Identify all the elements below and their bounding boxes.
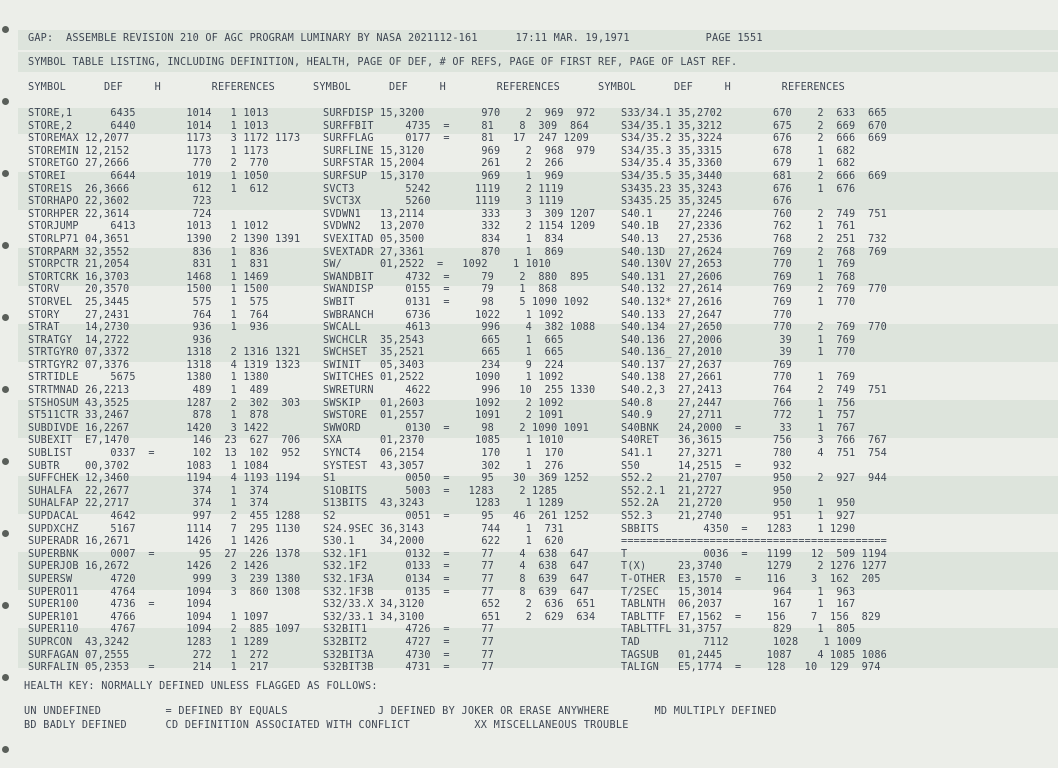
symbol-entry: S1 0050 = 95 30 369 1252: [323, 473, 596, 485]
tractor-hole: [2, 530, 9, 537]
symbol-entry: STRTGYR0 07,3372 1318 2 1316 1321: [28, 347, 320, 359]
symbol-entry: S34/35.4 35,3360 679 1 682: [621, 158, 856, 170]
symbol-entry: TAD 7112 1028 1 1009: [621, 636, 862, 648]
symbol-entry: STRTGYR2 07,3376 1318 4 1319 1323: [28, 359, 320, 371]
symbol-entry: TABLNTH 06,2037 167 1 167: [621, 599, 856, 611]
symbol-entry: SUPERJOB 16,2672 1426 2 1426: [28, 561, 320, 573]
symbol-entry: STORE,1 6435 1014 1 1013: [28, 108, 320, 119]
symbol-entry: SBBITS 4350 = 1283 1 1290: [621, 523, 856, 535]
symbol-entry: SURFDISP 15,3200 970 2 969 972: [323, 108, 602, 119]
tractor-hole: [2, 314, 9, 321]
symbol-entry: SUPERADR 16,2671 1426 1 1426: [28, 536, 320, 548]
symbol-entry: STSHOSUM 43,3525 1287 2 302 303: [28, 397, 320, 409]
symbol-entry: SXA 01,2370 1085 1 1010: [323, 435, 602, 447]
symbol-entry: S1OBITS 5003 = 1283 2 1285: [323, 485, 596, 497]
symbol-entry: S32.1F3B 0135 = 77 8 639 647: [323, 586, 596, 598]
symbol-entry: SUBTR 00,3702 1083 1 1084: [28, 460, 320, 472]
symbol-entry: S34/35.2 35,3224 676 2 666 669: [621, 133, 888, 145]
symbol-entry: SVEXITAD 05,3500 834 1 834: [323, 233, 602, 245]
symbol-entry: STRATGY 14,2722 936: [28, 334, 320, 346]
symbol-entry: T(X) 23,3740 1279 2 1276 1277: [621, 561, 888, 573]
symbol-entry: S32.1F2 0133 = 77 4 638 647: [323, 561, 596, 573]
symbol-entry: SVDWN1 13,2114 333 3 309 1207: [323, 208, 602, 220]
symbol-entry: SURFFLAG 0177 = 81 17 247 1209: [323, 133, 596, 145]
tractor-hole: [2, 98, 9, 105]
symbol-entry: S24.9SEC 36,3143 744 1 731: [323, 523, 602, 535]
tractor-hole: [2, 170, 9, 177]
symbol-entry: SURFSTAR 15,2004 261 2 266: [323, 158, 602, 170]
symbol-entry: T/2SEC 15,3014 964 1 963: [621, 586, 856, 598]
symbol-entry: SUHALFA 22,2677 374 1 374: [28, 485, 320, 497]
symbol-entry: S2 0051 = 95 46 261 1252: [323, 511, 596, 522]
symbol-entry: S40BNK 24,2000 = 33 1 767: [621, 422, 856, 434]
symbol-entry: SWCHSET 35,2521 665 1 665: [323, 347, 602, 359]
symbol-entry: S32/33.1 34,3100 651 2 629 634: [323, 611, 602, 623]
symbol-entry: SURFSUP 15,3170 969 1 969: [323, 170, 602, 182]
symbol-entry: S32.1F1 0132 = 77 4 638 647: [323, 548, 596, 560]
symbol-entry: S40.1 27,2246 760 2 749 751: [621, 208, 888, 220]
symbol-entry: STORPARM 32,3552 836 1 836: [28, 246, 320, 258]
symbol-entry: STRTIDLE 5675 1380 1 1380: [28, 372, 320, 384]
symbol-entry: SUPDXCHZ 5167 1114 7 295 1130: [28, 523, 320, 535]
symbol-entry: SWBIT 0131 = 98 5 1090 1092: [323, 296, 596, 308]
symbol-entry: S40.137 27,2637 769: [621, 359, 793, 371]
tractor-hole: [2, 746, 9, 753]
symbol-entry: S52.2A 21,2720 950 1 950: [621, 498, 856, 510]
symbol-entry: SUPERBNK 0007 = 95 27 226 1378: [28, 548, 320, 560]
symbol-entry: SUPDACAL 4642 997 2 455 1288: [28, 511, 320, 522]
symbol-entry: S32.1F3A 0134 = 77 8 639 647: [323, 573, 596, 585]
symbol-entry: SVCT3X 5260 1119 3 1119: [323, 196, 602, 208]
symbol-entry: S40RET 36,3615 756 3 766 767: [621, 435, 888, 447]
symbol-entry: T-OTHER E3,1570 = 116 3 162 205: [621, 573, 881, 585]
symbol-entry: SWANDBIT 4732 = 79 2 880 895: [323, 271, 596, 283]
tractor-hole: [2, 242, 9, 249]
symbol-entry: SW/ 01,2522 = 1092 1 1010: [323, 259, 590, 271]
symbol-entry: S52.2 21,2707 950 2 927 944: [621, 473, 888, 485]
symbol-entry: S34/35.1 35,3212 675 2 669 670: [621, 120, 888, 132]
symbol-entry: S40.13D 27,2624 769 2 768 769: [621, 246, 888, 258]
symbol-entry: S32/33.X 34,3120 652 2 636 651: [323, 599, 602, 611]
health-key-line-2: BD BADLY DEFINED CD DEFINITION ASSOCIATED WITH CONFLICT XX MISCELLANEOUS TROUBLE: [24, 720, 629, 731]
symbol-entry: SWCALL 4613 996 4 382 1088: [323, 322, 602, 334]
symbol-entry: S34/35.3 35,3315 678 1 682: [621, 145, 856, 157]
symbol-entry: SUPER100 4736 = 1094: [28, 599, 320, 611]
tractor-hole: [2, 386, 9, 393]
symbol-entry: STORTCRK 16,3703 1468 1 1469: [28, 271, 320, 283]
tractor-hole: [2, 26, 9, 33]
symbol-entry: SVDWN2 13,2070 332 2 1154 1209: [323, 221, 602, 233]
symbol-entry: S52.2.1 21,2727 950: [621, 485, 793, 497]
symbol-entry: S52.3 21,2740 951 1 927: [621, 511, 856, 522]
symbol-entry: S33/34.1 35,2702 670 2 633 665: [621, 108, 888, 119]
symbol-entry: STORETGO 27,2666 770 2 770: [28, 158, 320, 170]
symbol-entry: S40.1B 27,2336 762 1 761: [621, 221, 856, 233]
symbol-entry: STORHPER 22,3614 724: [28, 208, 320, 220]
page-title-line: GAP: ASSEMBLE REVISION 210 OF AGC PROGRAM LUMINARY BY NASA 2021112-161 17:11 MAR. 19,1971 PAGE 1551: [28, 33, 763, 44]
symbol-entry: STORVEL 25,3445 575 1 575: [28, 296, 320, 308]
symbol-entry: SUBLIST 0337 = 102 13 102 952: [28, 448, 320, 460]
symbol-entry: SVCT3 5242 1119 2 1119: [323, 183, 602, 195]
symbol-entry: S40.13 27,2536 768 2 251 732: [621, 233, 888, 245]
symbol-entry: S40.9 27,2711 772 1 757: [621, 410, 856, 422]
symbol-entry: S40.2,3 27,2413 764 2 749 751: [621, 385, 888, 397]
symbol-entry: SUBEXIT E7,1470 146 23 627 706: [28, 435, 320, 447]
health-key-line-1: UN UNDEFINED = DEFINED BY EQUALS J DEFINED BY JOKER OR ERASE ANYWHERE MD MULTIPLY DEFINED: [24, 706, 777, 717]
symbol-entry: SWSKIP 01,2603 1092 2 1092: [323, 397, 602, 409]
symbol-entry: SYSTEST 43,3057 302 1 276: [323, 460, 602, 472]
symbol-entry: STOREI 6644 1019 1 1050: [28, 170, 320, 182]
symbol-entry: SWRETURN 4622 996 10 255 1330: [323, 385, 602, 397]
symbol-entry: S32BIT2 4727 = 77: [323, 636, 602, 648]
symbol-entry: S40.8 27,2447 766 1 756: [621, 397, 856, 409]
symbol-entry: SURFAGAN 07,2555 272 1 272: [28, 649, 320, 661]
symbol-entry: S3435.25 35,3245 676: [621, 196, 793, 208]
symbol-entry: STORHAPO 22,3602 723: [28, 196, 320, 208]
symbol-entry: S34/35.5 35,3440 681 2 666 669: [621, 170, 888, 182]
symbol-entry: SURFLINE 15,3120 969 2 968 979: [323, 145, 602, 157]
symbol-entry: ST511CTR 33,2467 878 1 878: [28, 410, 320, 422]
symbol-entry: S32BIT3A 4730 = 77: [323, 649, 602, 661]
symbol-entry: SWITCHES 01,2522 1090 1 1092: [323, 372, 602, 384]
symbol-entry: ==========================================: [621, 536, 888, 548]
symbol-entry: SVEXTADR 27,3361 870 1 869: [323, 246, 602, 258]
symbol-entry: STORPCTR 21,2054 831 1 831: [28, 259, 320, 271]
symbol-entry: STORE,2 6440 1014 1 1013: [28, 120, 320, 132]
symbol-entry: STOREMIN 12,2152 1173 1 1173: [28, 145, 320, 157]
symbol-entry: SWINIT 05,3403 234 9 224: [323, 359, 602, 371]
symbol-entry: SUPER101 4766 1094 1 1097: [28, 611, 320, 623]
symbol-entry: S32BIT1 4726 = 77: [323, 624, 602, 636]
symbol-entry: STRTMNAD 26,2213 489 1 489: [28, 385, 320, 397]
symbol-entry: SURFFBIT 4735 = 81 8 309 864: [323, 120, 596, 132]
tractor-hole: [2, 674, 9, 681]
symbol-entry: SWCHCLR 35,2543 665 1 665: [323, 334, 602, 346]
symbol-entry: S40.138 27,2661 770 1 769: [621, 372, 856, 384]
symbol-entry: SUPER110 4767 1094 2 885 1097: [28, 624, 320, 636]
symbol-entry: S41.1 27,3271 780 4 751 754: [621, 448, 888, 460]
page-subtitle-line: SYMBOL TABLE LISTING, INCLUDING DEFINITION, HEALTH, PAGE OF DEF, # OF REFS, PAGE OF FIRST REF, PAGE OF LAST REF.: [28, 57, 738, 68]
symbol-entry: STOREMAX 12,2077 1173 3 1172 1173: [28, 133, 320, 145]
symbol-entry: S30.1 34,2000 622 1 620: [323, 536, 602, 548]
symbol-entry: S40.132 27,2614 769 2 769 770: [621, 284, 888, 296]
symbol-entry: S40.133 27,2647 770: [621, 309, 793, 321]
symbol-entry: TALIGN E5,1774 = 128 10 129 974: [621, 662, 881, 674]
symbol-entry: TABLTTF E7,1562 = 156 7 156 829: [621, 611, 881, 623]
tractor-hole: [2, 602, 9, 609]
symbol-entry: STRAT 14,2730 936 1 936: [28, 322, 320, 334]
symbol-entry: SWBRANCH 6736 1022 1 1092: [323, 309, 602, 321]
symbol-entry: SWANDISP 0155 = 79 1 868: [323, 284, 596, 296]
symbol-entry: SUPERO11 4764 1094 3 860 1308: [28, 586, 320, 598]
symbol-entry: SWSTORE 01,2557 1091 2 1091: [323, 410, 602, 422]
symbol-entry: S40.130V 27,2653 770 1 769: [621, 259, 856, 271]
symbol-entry: SUBDIVDE 16,2267 1420 3 1422: [28, 422, 320, 434]
symbol-entry: T 0036 = 1199 12 509 1194: [621, 548, 888, 560]
column-header-line: SYMBOL DEF H REFERENCES SYMBOL DEF H REFERENCES SYMBOL DEF H REFERENCES: [28, 82, 846, 93]
symbol-entry: STORV 20,3570 1500 1 1500: [28, 284, 320, 296]
symbol-entry: S40.136 27,2006 39 1 769: [621, 334, 856, 346]
symbol-entry: S40.134 27,2650 770 2 769 770: [621, 322, 888, 334]
symbol-entry: STORE1S 26,3666 612 1 612: [28, 183, 320, 195]
symbol-entry: SYNCT4 06,2154 170 1 170: [323, 448, 602, 460]
symbol-entry: STORLP71 04,3651 1390 2 1390 1391: [28, 233, 320, 245]
symbol-entry: SURFALIN 05,2353 = 214 1 217: [28, 662, 320, 674]
symbol-entry: STORJUMP 6413 1013 1 1012: [28, 221, 320, 233]
symbol-entry: S40.131 27,2606 769 1 768: [621, 271, 856, 283]
symbol-entry: S13BITS 43,3243 1283 1 1289: [323, 498, 602, 510]
health-key-title: HEALTH KEY: NORMALLY DEFINED UNLESS FLAGGED AS FOLLOWS:: [24, 681, 378, 692]
symbol-entry: SUPRCON 43,3242 1283 1 1289: [28, 636, 320, 648]
symbol-entry: S50 14,2515 = 932: [621, 460, 793, 472]
symbol-entry: STORY 27,2431 764 1 764: [28, 309, 320, 321]
symbol-entry: TABLTTFL 31,3757 829 1 805: [621, 624, 856, 636]
symbol-entry: SUFFCHEK 12,3460 1194 4 1193 1194: [28, 473, 320, 485]
symbol-entry: SWWORD 0130 = 98 2 1090 1091: [323, 422, 596, 434]
symbol-entry: S40.132* 27,2616 769 1 770: [621, 296, 856, 308]
symbol-entry: S40.136_ 27,2010 39 1 770: [621, 347, 856, 359]
tractor-hole: [2, 458, 9, 465]
symbol-entry: S3435.23 35,3243 676 1 676: [621, 183, 856, 195]
symbol-entry: S32BIT3B 4731 = 77: [323, 662, 602, 674]
symbol-entry: SUHALFAP 22,2717 374 1 374: [28, 498, 320, 510]
symbol-entry: SUPERSW 4720 999 3 239 1380: [28, 573, 320, 585]
symbol-entry: TAGSUB 01,2445 1087 4 1085 1086: [621, 649, 888, 661]
